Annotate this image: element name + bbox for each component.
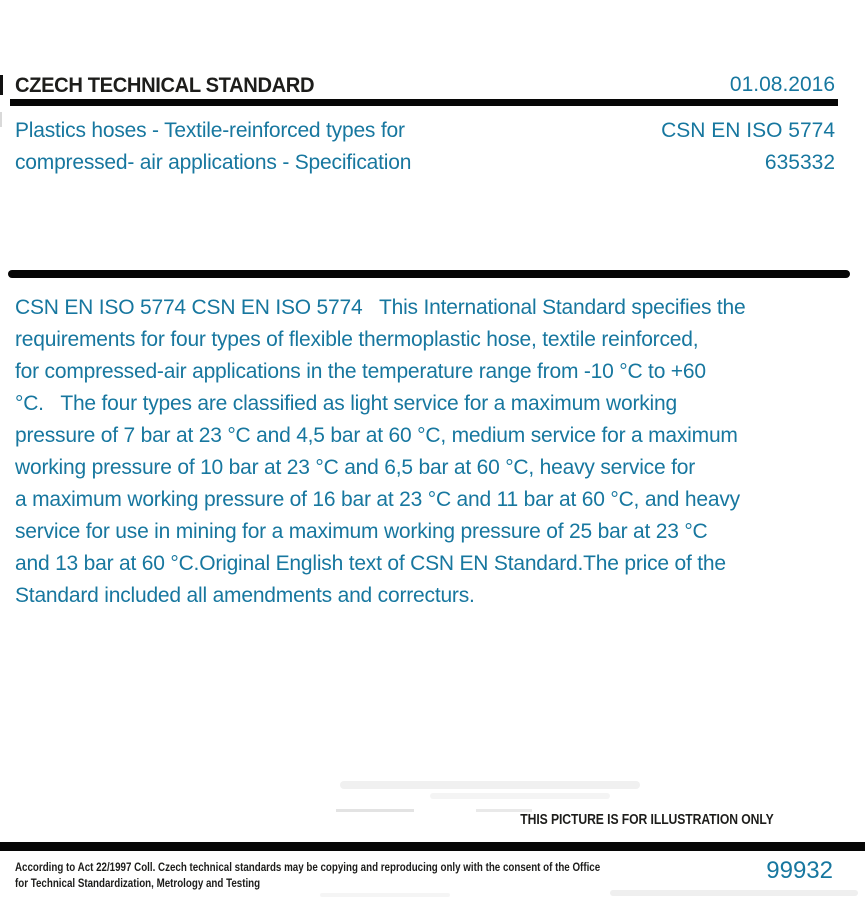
abstract-line: °C. The four types are classified as light service for a maximum working [15,392,677,415]
document-number: 99932 [766,857,833,884]
abstract-line: working pressure of 10 bar at 23 °C and 6,5 bar at 60 °C, heavy service for [15,456,695,479]
abstract-line: CSN EN ISO 5774 CSN EN ISO 5774 This International Standard specifies the [15,296,746,319]
abstract-line: Standard included all amendments and correcturs. [15,584,475,607]
publication-date: 01.08.2016 [729,73,835,96]
abstract-line: and 13 bar at 60 °C.Original English text of CSN EN Standard.The price of the [15,552,726,575]
abstract-line: a maximum working pressure of 16 bar at 23 °C and 11 bar at 60 °C, and heavy [15,488,740,511]
class-code: 635332 [764,151,835,174]
copyright-notice [15,861,703,892]
watermark-fragment [430,793,610,799]
watermark-fragment [336,809,414,812]
abstract-text [15,292,746,612]
footer-rule [0,842,865,851]
abstract-line: requirements for four types of flexible thermoplastic hose, textile reinforced, [15,328,699,351]
standard-title-line-2: compressed- air applications - Specification [15,151,412,174]
standard-codes [661,115,835,179]
page-title: CZECH TECHNICAL STANDARD [15,74,315,97]
copyright-notice-line-1: According to Act 22/1997 Coll. Czech technical standards may be copying and reproducing only with the consent of the Office [15,862,601,874]
abstract-line: pressure of 7 bar at 23 °C and 4,5 bar at 60 °C, medium service for a maximum [15,424,738,447]
logo-fragment [0,75,3,95]
copyright-notice-line-2: for Technical Standardization, Metrology and Testing [15,877,261,890]
logo-fragment-faint [0,112,2,127]
standard-title-line-1: Plastics hoses - Textile-reinforced types for [15,119,405,142]
header-rule [10,99,838,106]
section-rule [8,270,850,278]
standard-title [15,115,411,179]
illustration-disclaimer: THIS PICTURE IS FOR ILLUSTRATION ONLY [520,812,774,828]
watermark-fragment [340,781,640,789]
standard-code: CSN EN ISO 5774 [661,119,835,142]
abstract-line: for compressed-air applications in the temperature range from -10 °C to +60 [15,360,706,383]
ghost-text-fragment [320,893,450,897]
abstract-line: service for use in mining for a maximum working pressure of 25 bar at 23 °C [15,520,708,543]
ghost-text-fragment [610,890,858,896]
